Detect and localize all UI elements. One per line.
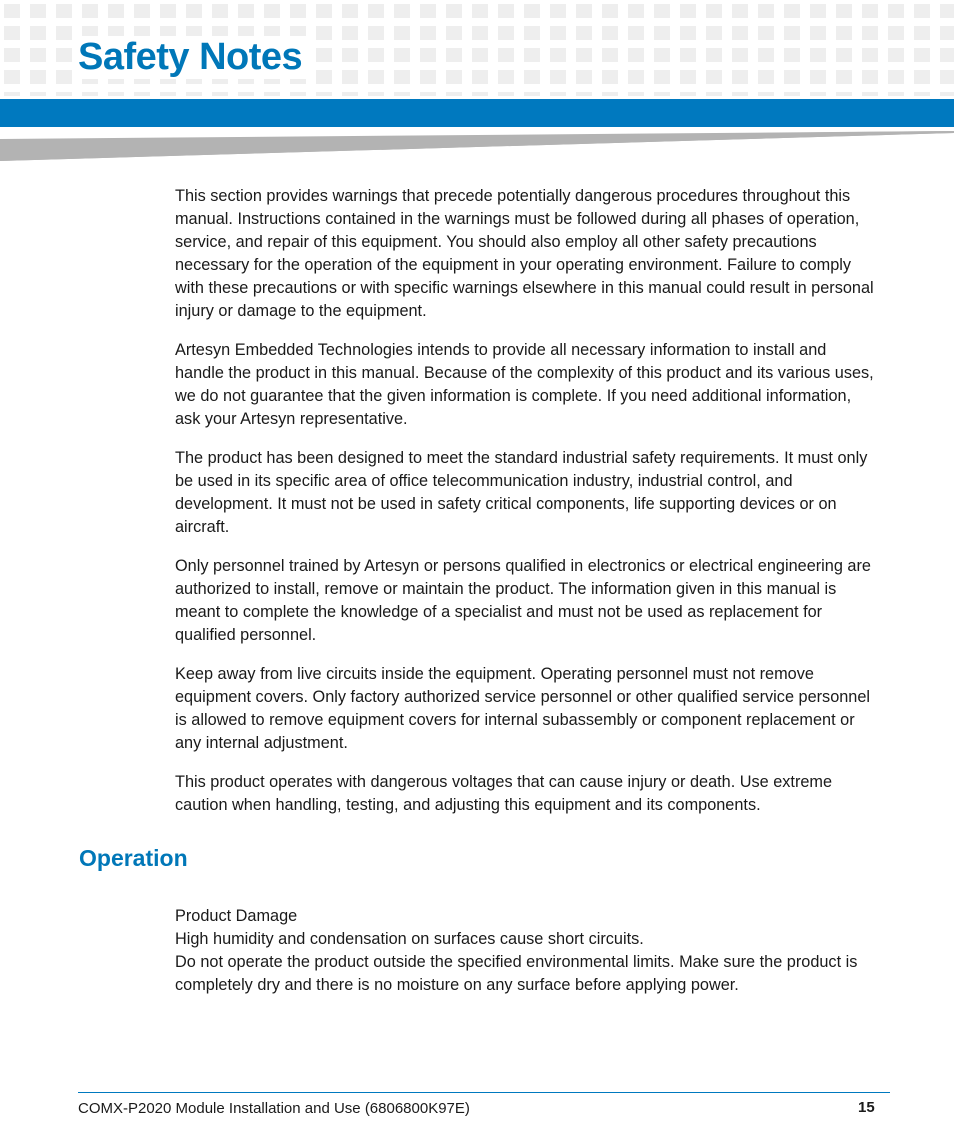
- product-damage-note: [175, 905, 875, 997]
- header-gray-wedge: [0, 131, 954, 161]
- paragraph: This section provides warnings that precede potentially dangerous procedures throughout this manual. Instructions contained in the warnings must be followed during all phases of operation, service, and repair of this equipment. You should also employ all other safety precautions necessary for the operation of the equipment in your operating environment. Failure to comply with these precautions or with specific warnings elsewhere in this manual could result in personal injury or damage to the equipment.: [175, 187, 874, 320]
- footer-rule: [78, 1092, 890, 1093]
- paragraph: Artesyn Embedded Technologies intends to provide all necessary information to install and handle the product in this manual. Because of the complexity of this product and its various uses, we do not guarantee that the given information is complete. If you need additional information, ask your Artesyn representative.: [175, 341, 874, 428]
- paragraph: This product operates with dangerous voltages that can cause injury or death. Use extreme caution when handling, testing, and adjusting this equipment and its components.: [175, 773, 833, 814]
- paragraph: Keep away from live circuits inside the equipment. Operating personnel must not remove equipment covers. Only factory authorized service personnel or other qualified service personnel is allowed to remove equipment covers for internal subassembly or component replacement or any internal adjustment.: [175, 665, 871, 752]
- intro-section: [175, 185, 875, 833]
- page-number: 15: [858, 1099, 875, 1116]
- header-blue-bar: [0, 99, 954, 127]
- note-line: Do not operate the product outside the specified environmental limits. Make sure the product is completely dry and there is no moisture on any surface before applying power.: [175, 953, 858, 994]
- note-title: Product Damage: [175, 907, 298, 925]
- page-title: Safety Notes: [78, 36, 312, 79]
- paragraph: Only personnel trained by Artesyn or persons qualified in electronics or electrical engineering are authorized to install, remove or maintain the product. The information given in this manual is meant to complete the knowledge of a specialist and must not be used as replacement for qualified personnel.: [175, 557, 871, 644]
- paragraph: The product has been designed to meet the standard industrial safety requirements. It must only be used in its specific area of office telecommunication industry, industrial control, and development. It must not be used in safety critical components, life supporting devices or on aircraft.: [175, 449, 868, 536]
- footer-doc-title: COMX-P2020 Module Installation and Use (6806800K97E): [78, 1100, 470, 1117]
- section-heading-operation: Operation: [79, 845, 188, 871]
- note-line: High humidity and condensation on surfaces cause short circuits.: [175, 930, 644, 948]
